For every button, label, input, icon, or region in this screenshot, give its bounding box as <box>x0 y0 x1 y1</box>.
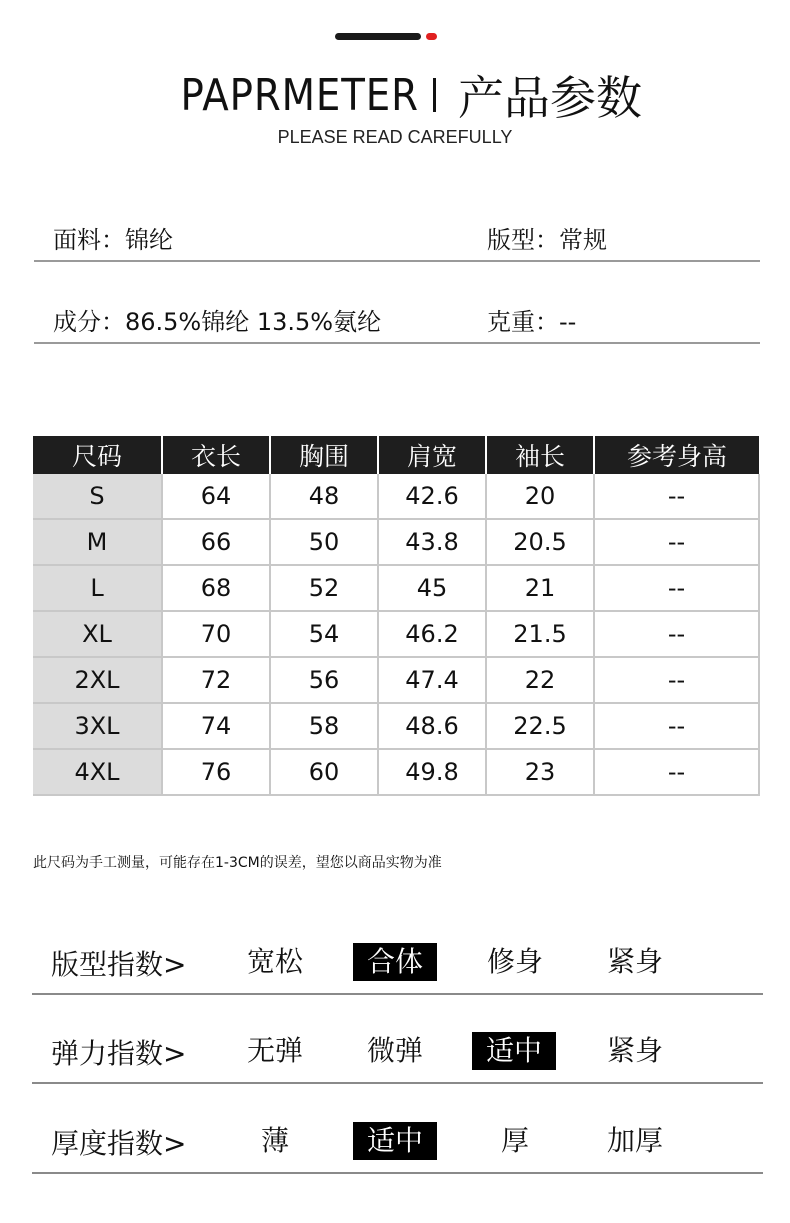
chest-cell: 54 <box>270 611 378 657</box>
table-row <box>33 657 759 703</box>
index-label: 厚度指数> <box>51 1127 187 1160</box>
size-cell: 4XL <box>33 749 162 795</box>
index-row-fit <box>32 933 763 995</box>
length-cell: 68 <box>162 565 270 611</box>
shoulder-cell: 49.8 <box>378 749 486 795</box>
table-row <box>33 519 759 565</box>
table-row <box>33 611 759 657</box>
chest-cell: 58 <box>270 703 378 749</box>
size-cell: M <box>33 519 162 565</box>
height-cell: -- <box>594 749 759 795</box>
table-row <box>33 474 759 519</box>
title-english: PAPRMETER <box>180 69 419 121</box>
weight-text: 克重：-- <box>487 308 577 336</box>
chest-cell: 50 <box>270 519 378 565</box>
shoulder-cell: 42.6 <box>378 474 486 519</box>
height-cell: -- <box>594 474 759 519</box>
fit-text: 版型：常规 <box>487 226 607 254</box>
chest-cell: 52 <box>270 565 378 611</box>
length-cell: 70 <box>162 611 270 657</box>
length-cell: 74 <box>162 703 270 749</box>
sleeve-cell: 23 <box>486 749 594 795</box>
col-header-size: 尺码 <box>33 436 162 474</box>
shoulder-cell: 47.4 <box>378 657 486 703</box>
composition-text: 成分：86.5%锦纶 13.5%氨纶 <box>53 308 382 336</box>
index-row-thickness <box>32 1112 763 1174</box>
height-cell: -- <box>594 565 759 611</box>
shoulder-cell: 46.2 <box>378 611 486 657</box>
table-row <box>33 703 759 749</box>
sleeve-cell: 22.5 <box>486 703 594 749</box>
shoulder-cell: 43.8 <box>378 519 486 565</box>
sleeve-cell: 21 <box>486 565 594 611</box>
shoulder-cell: 48.6 <box>378 703 486 749</box>
height-cell: -- <box>594 703 759 749</box>
index-row-stretch <box>32 1022 763 1084</box>
title-chinese: 产品参数 <box>457 71 642 125</box>
col-header-height: 参考身高 <box>594 436 759 474</box>
length-cell: 64 <box>162 474 270 519</box>
info-row-composition <box>34 302 760 344</box>
header-decor-dot <box>426 33 437 40</box>
size-cell: 2XL <box>33 657 162 703</box>
index-option: 宽松 <box>246 945 303 978</box>
size-cell: L <box>33 565 162 611</box>
height-cell: -- <box>594 611 759 657</box>
col-header-length: 衣长 <box>162 436 270 474</box>
index-option: 修身 <box>486 945 543 978</box>
col-header-shoulder: 肩宽 <box>378 436 486 474</box>
fabric-text: 面料：锦纶 <box>53 226 173 254</box>
index-option: 厚 <box>500 1124 529 1157</box>
index-option-selected: 适中 <box>353 1122 437 1160</box>
col-header-chest: 胸围 <box>270 436 378 474</box>
height-cell: -- <box>594 519 759 565</box>
header-decor-bar <box>335 33 421 40</box>
sleeve-cell: 20 <box>486 474 594 519</box>
index-option: 紧身 <box>606 945 663 978</box>
page-title <box>0 62 790 128</box>
shoulder-cell: 45 <box>378 565 486 611</box>
index-option: 薄 <box>260 1124 289 1157</box>
sleeve-cell: 20.5 <box>486 519 594 565</box>
chest-cell: 56 <box>270 657 378 703</box>
length-cell: 76 <box>162 749 270 795</box>
index-option: 微弹 <box>366 1034 423 1067</box>
col-header-sleeve: 袖长 <box>486 436 594 474</box>
size-table <box>33 436 760 796</box>
size-cell: S <box>33 474 162 519</box>
index-option: 紧身 <box>606 1034 663 1067</box>
size-cell: 3XL <box>33 703 162 749</box>
length-cell: 66 <box>162 519 270 565</box>
title-divider <box>433 78 436 112</box>
sleeve-cell: 21.5 <box>486 611 594 657</box>
index-label: 版型指数> <box>51 948 187 981</box>
chest-cell: 48 <box>270 474 378 519</box>
index-option-selected: 合体 <box>353 943 437 981</box>
info-row-fabric <box>34 220 760 262</box>
length-cell: 72 <box>162 657 270 703</box>
page-subtitle: PLEASE READ CAREFULLY <box>277 127 513 147</box>
index-option: 无弹 <box>246 1034 303 1067</box>
chest-cell: 60 <box>270 749 378 795</box>
table-row <box>33 565 759 611</box>
index-label: 弹力指数> <box>51 1037 187 1070</box>
height-cell: -- <box>594 657 759 703</box>
size-table-header <box>33 436 759 474</box>
sleeve-cell: 22 <box>486 657 594 703</box>
index-option-selected: 适中 <box>472 1032 556 1070</box>
size-cell: XL <box>33 611 162 657</box>
measurement-note: 此尺码为手工测量，可能存在1-3CM的误差，望您以商品实物为准 <box>33 855 442 871</box>
table-row <box>33 749 759 795</box>
index-option: 加厚 <box>606 1124 663 1157</box>
